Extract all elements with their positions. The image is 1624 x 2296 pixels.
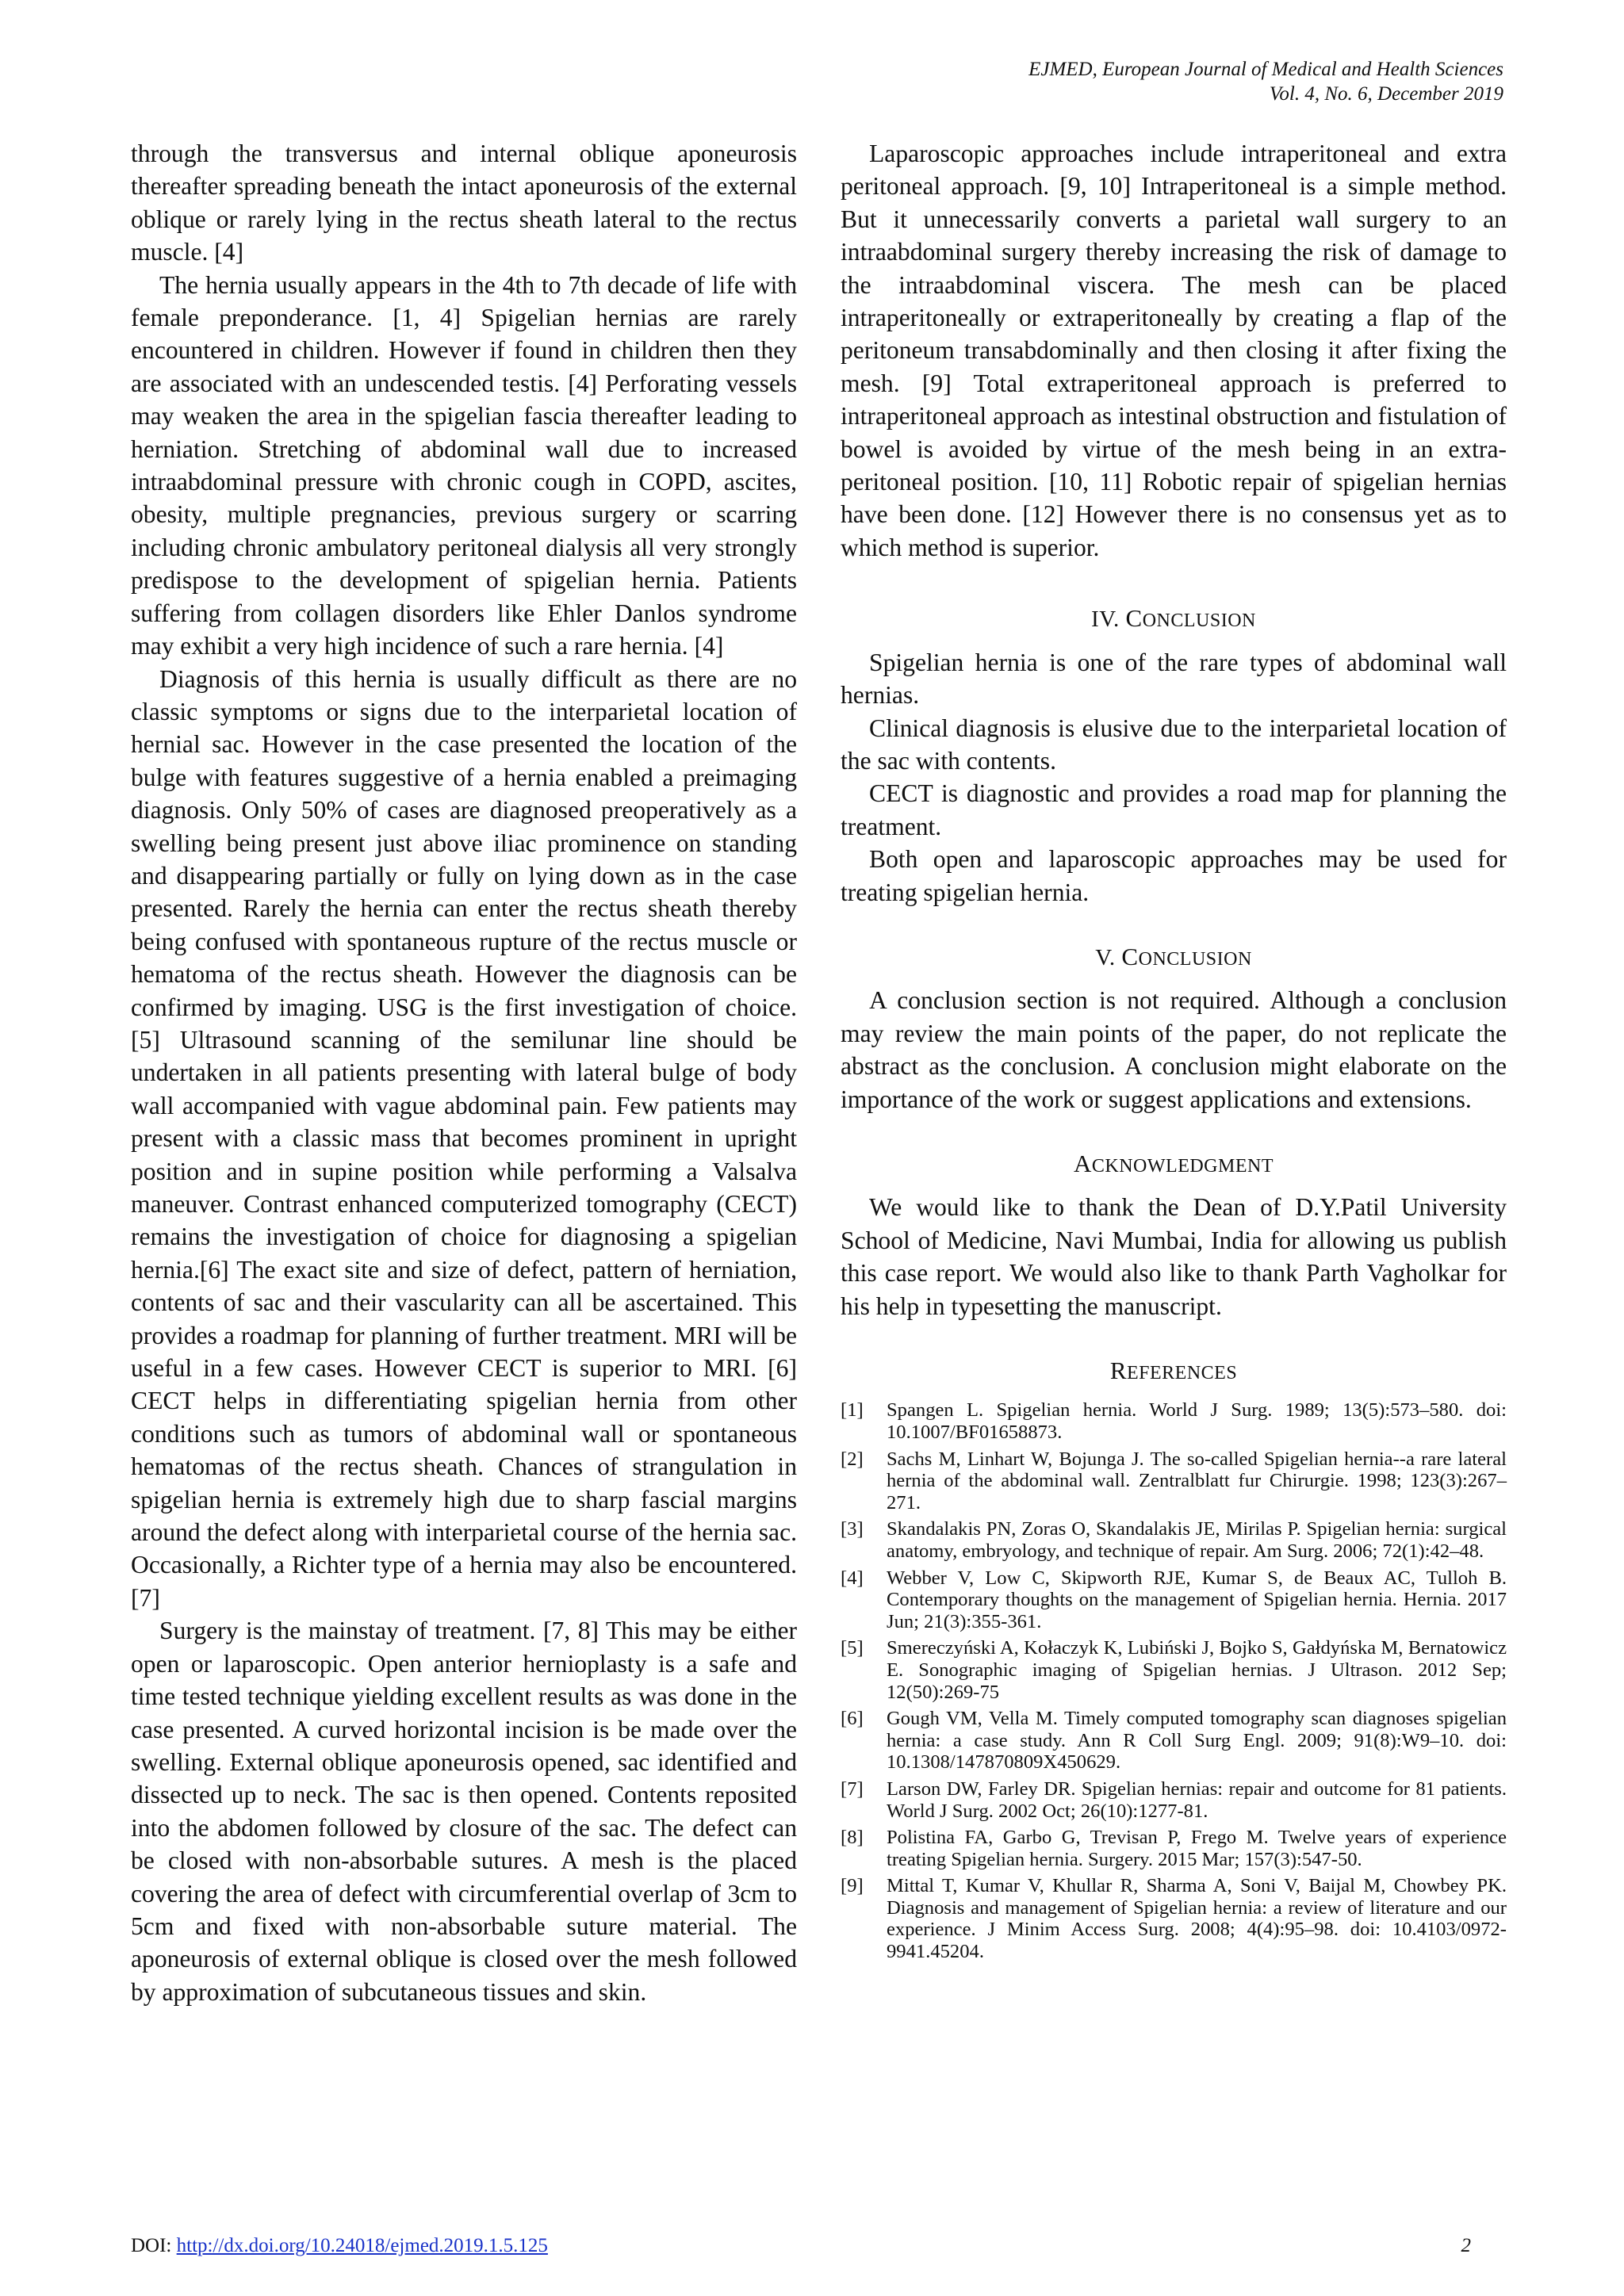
reference-text: Webber V, Low C, Skipworth RJE, Kumar S, de Beaux AC, Tulloh B. Contemporary thoughts on the management of Spigelian hernia. Hernia. 2017 Jun; 21(3):355-361. (887, 1567, 1507, 1632)
journal-volume: Vol. 4, No. 6, December 2019 (1269, 83, 1503, 105)
reference-number: [1] (841, 1399, 864, 1422)
section-title-initial: C (1125, 604, 1143, 633)
body-paragraph: Surgery is the mainstay of treatment. [7, 8] This may be either open or laparoscopic. Open anterior hernioplasty is a safe and time tested technique yielding excellent results as was done in the case presented. A curved horizontal incision is be made over the swelling. External oblique aponeurosis opened, sac identified and dissected up to neck. The sac is then opened. Contents reposited into the abdomen followed by closure of the sac. The defect can be closed with non-absorbable sutures. A mesh is the placed covering the area of defect with circumferential overlap of 3cm to 5cm and fixed with non-absorbable suture material. The aponeurosis of external oblique is closed over the mesh followed by approximation of subcutaneous tissues and skin. (131, 1617, 797, 2006)
section-title-rest: EFERENCES (1127, 1363, 1238, 1383)
reference-number: [9] (841, 1875, 864, 1897)
running-header (710, 57, 1503, 106)
section-number: IV. (1091, 607, 1120, 633)
reference-text: Polistina FA, Garbo G, Trevisan P, Frego M. Twelve years of experience treating Spigelian hernia. Surgery. 2015 Mar; 157(3):547-50. (887, 1827, 1507, 1870)
reference-text: Skandalakis PN, Zoras O, Skandalakis JE, Mirilas P. Spigelian hernia: surgical anatomy, embryology, and technique of repair. Am Surg. 2006; 72(1):42–48. (887, 1518, 1507, 1562)
page-number: 2 (1461, 2235, 1471, 2256)
reference-text: Larson DW, Farley DR. Spigelian hernias: repair and outcome for 81 patients. World J Surg. 2002 Oct; 26(10):1277-81. (887, 1777, 1507, 1822)
section-title-initial: A (1073, 1149, 1092, 1177)
reference-item (841, 1448, 1507, 1514)
reference-text: Sachs M, Linhart W, Bojunga J. The so-called Spigelian hernia--a rare lateral hernia of the abdominal wall. Zentralblatt fur Chirurgie. 1998; 123(3):267–271. (887, 1448, 1507, 1513)
section-heading-acknowledgment (841, 1147, 1507, 1183)
reference-text: Gough VM, Vella M. Timely computed tomography scan diagnoses spigelian hernia: a case study. Ann R Coll Surg Engl. 2009; 91(8):W9–10. doi: 10.1308/147870809X450629. (887, 1708, 1507, 1774)
section-title-rest: ONCLUSION (1142, 610, 1256, 632)
reference-number: [8] (841, 1827, 864, 1849)
body-paragraph: The hernia usually appears in the 4th to 7th decade of life with female preponderance. [1, 4] Spigelian hernias are rarely encountered in children. However if found in children then they are associated with an undescended testis. [4] Perforating vessels may weaken the area in the spigelian fascia thereafter leading to herniation. Stretching of abdominal wall due to increased intraabdominal pressure with chronic cough in COPD, ascites, obesity, multiple pregnancies, previous surgery or scarring including chronic ambulatory peritoneal dialysis all very strongly predispose to the development of spigelian hernia. Patients suffering from collagen disorders like Ehler Danlos syndrome may exhibit a very high incidence of such a rare hernia. [4] (131, 270, 797, 660)
reference-list (841, 1399, 1507, 1962)
reference-item (841, 1875, 1507, 1962)
section-heading-references (841, 1354, 1507, 1390)
reference-item (841, 1827, 1507, 1870)
conclusion-point: Both open and laparoscopic approaches may be used for treating spigelian hernia. (841, 845, 1507, 906)
section-title-rest: ONCLUSION (1138, 948, 1252, 970)
right-column (841, 137, 1507, 1968)
reference-number: [6] (841, 1708, 864, 1730)
section-title-initial: C (1121, 942, 1139, 970)
body-paragraph: Laparoscopic approaches include intraperitoneal and extra peritoneal approach. [9, 10] Intraperitoneal is a simple method. But it unnecessarily converts a parietal wall surgery to an intraabdominal surgery thereby increasing the risk of damage to the intraabdominal viscera. The mesh can be placed intraperitoneally or extraperitoneally by creating a flap of the peritoneum transabdominally and then closing it after fixing the mesh. [9] Total extraperitoneal approach is preferred to intraperitoneal approach as intestinal obstruction and fistulation of bowel is avoided by virtue of the mesh being in an extra-peritoneal position. [10, 11] Robotic repair of spigelian hernias have been done. [12] However there is no consensus yet as to which method is superior. (841, 140, 1507, 561)
reference-number: [3] (841, 1518, 864, 1540)
section-heading-conclusion-iv (841, 602, 1507, 637)
reference-item (841, 1637, 1507, 1703)
conclusion-point: Clinical diagnosis is elusive due to the interparietal location of the sac with contents. (841, 714, 1507, 775)
reference-text: Smereczyński A, Kołaczyk K, Lubiński J, Bojko S, Gałdyńska M, Bernatowicz E. Sonographic imaging of Spigelian hernias. J Ultrason. 2012 Sep; 12(50):269-75 (887, 1637, 1507, 1703)
section-heading-conclusion-v (841, 940, 1507, 976)
section-title-rest: CKNOWLEDGMENT (1091, 1155, 1274, 1177)
body-paragraph: Diagnosis of this hernia is usually difficult as there are no classic symptoms or signs due to the interparietal location of hernial sac. However in the case presented the location of the bulge with features suggestive of a hernia enabled a preimaging diagnosis. Only 50% of cases are diagnosed preoperatively as a swelling being present just above iliac prominence on standing and disappearing partially or fully on lying down as in the case presented. Rarely the hernia can enter the rectus sheath thereby being confused with spontaneous rupture of the rectus muscle or hematoma of the rectus sheath. However the diagnosis can be confirmed by imaging. USG is the first investigation of choice. [5] Ultrasound scanning of the semilunar line should be undertaken in all patients presenting with lateral bulge of body wall accompanied with vague abdominal pain. Few patients may present with a classic mass that becomes prominent in upright position and in supine position while performing a Valsalva maneuver. Contrast enhanced computerized tomography (CECT) remains the investigation of choice for diagnosing a spigelian hernia.[6] The exact site and size of defect, pattern of herniation, contents of sac and their vascularity can all be ascertained. This provides a roadmap for planning of further treatment. MRI will be useful in a few cases. However CECT is superior to MRI. [6] CECT helps in differentiating spigelian hernia from other conditions such as tumors of abdominal wall or spontaneous hematomas of the rectus sheath. Chances of strangulation in spigelian hernia is extremely high due to sharp fascial margins around the defect along with interparietal course of the hernia sac. Occasionally, a Richter type of a hernia may also be encountered. [7] (131, 664, 797, 1612)
reference-number: [4] (841, 1567, 864, 1589)
conclusion-point: CECT is diagnostic and provides a road map for planning the treatment. (841, 779, 1507, 840)
reference-text: Mittal T, Kumar V, Khullar R, Sharma A, Soni V, Baijal M, Chowbey PK. Diagnosis and management of Spigelian hernia: a review of literature and our experience. J Minim Access Surg. 2008; 4(4):95–98. doi: 10.4103/0972-9941.45204. (887, 1875, 1507, 1963)
conclusion-point: Spigelian hernia is one of the rare types of abdominal wall hernias. (841, 648, 1507, 710)
reference-item (841, 1778, 1507, 1822)
reference-text: Spangen L. Spigelian hernia. World J Surg. 1989; 13(5):573–580. doi: 10.1007/BF01658873. (887, 1399, 1507, 1443)
reference-item (841, 1518, 1507, 1562)
journal-name: EJMED, European Journal of Medical and Health Sciences (1028, 59, 1503, 80)
doi-link[interactable]: http://dx.doi.org/10.24018/ejmed.2019.1.5.125 (176, 2235, 548, 2256)
doi-label: DOI: (131, 2235, 177, 2256)
reference-number: [7] (841, 1777, 864, 1800)
body-paragraph: through the transversus and internal oblique aponeurosis thereafter spreading beneath the intact aponeurosis of the external oblique or rarely lying in the rectus sheath lateral to the rectus muscle. [4] (131, 140, 797, 266)
reference-item (841, 1708, 1507, 1774)
section-number: V. (1095, 944, 1116, 970)
left-column (131, 137, 797, 2008)
reference-number: [2] (841, 1448, 864, 1470)
reference-number: [5] (841, 1637, 864, 1659)
reference-item (841, 1399, 1507, 1443)
body-paragraph: We would like to thank the Dean of D.Y.Patil University School of Medicine, Navi Mumbai, India for allowing us publish this case report. We would also like to thank Parth Vagholkar for his help in typesetting the manuscript. (841, 1193, 1507, 1320)
section-title-initial: R (1109, 1357, 1127, 1384)
page-footer (131, 2234, 1471, 2258)
reference-item (841, 1567, 1507, 1633)
body-paragraph: A conclusion section is not required. Although a conclusion may review the main points of the paper, do not replicate the abstract as the conclusion. A conclusion might elaborate on the importance of the work or suggest applications and extensions. (841, 986, 1507, 1113)
